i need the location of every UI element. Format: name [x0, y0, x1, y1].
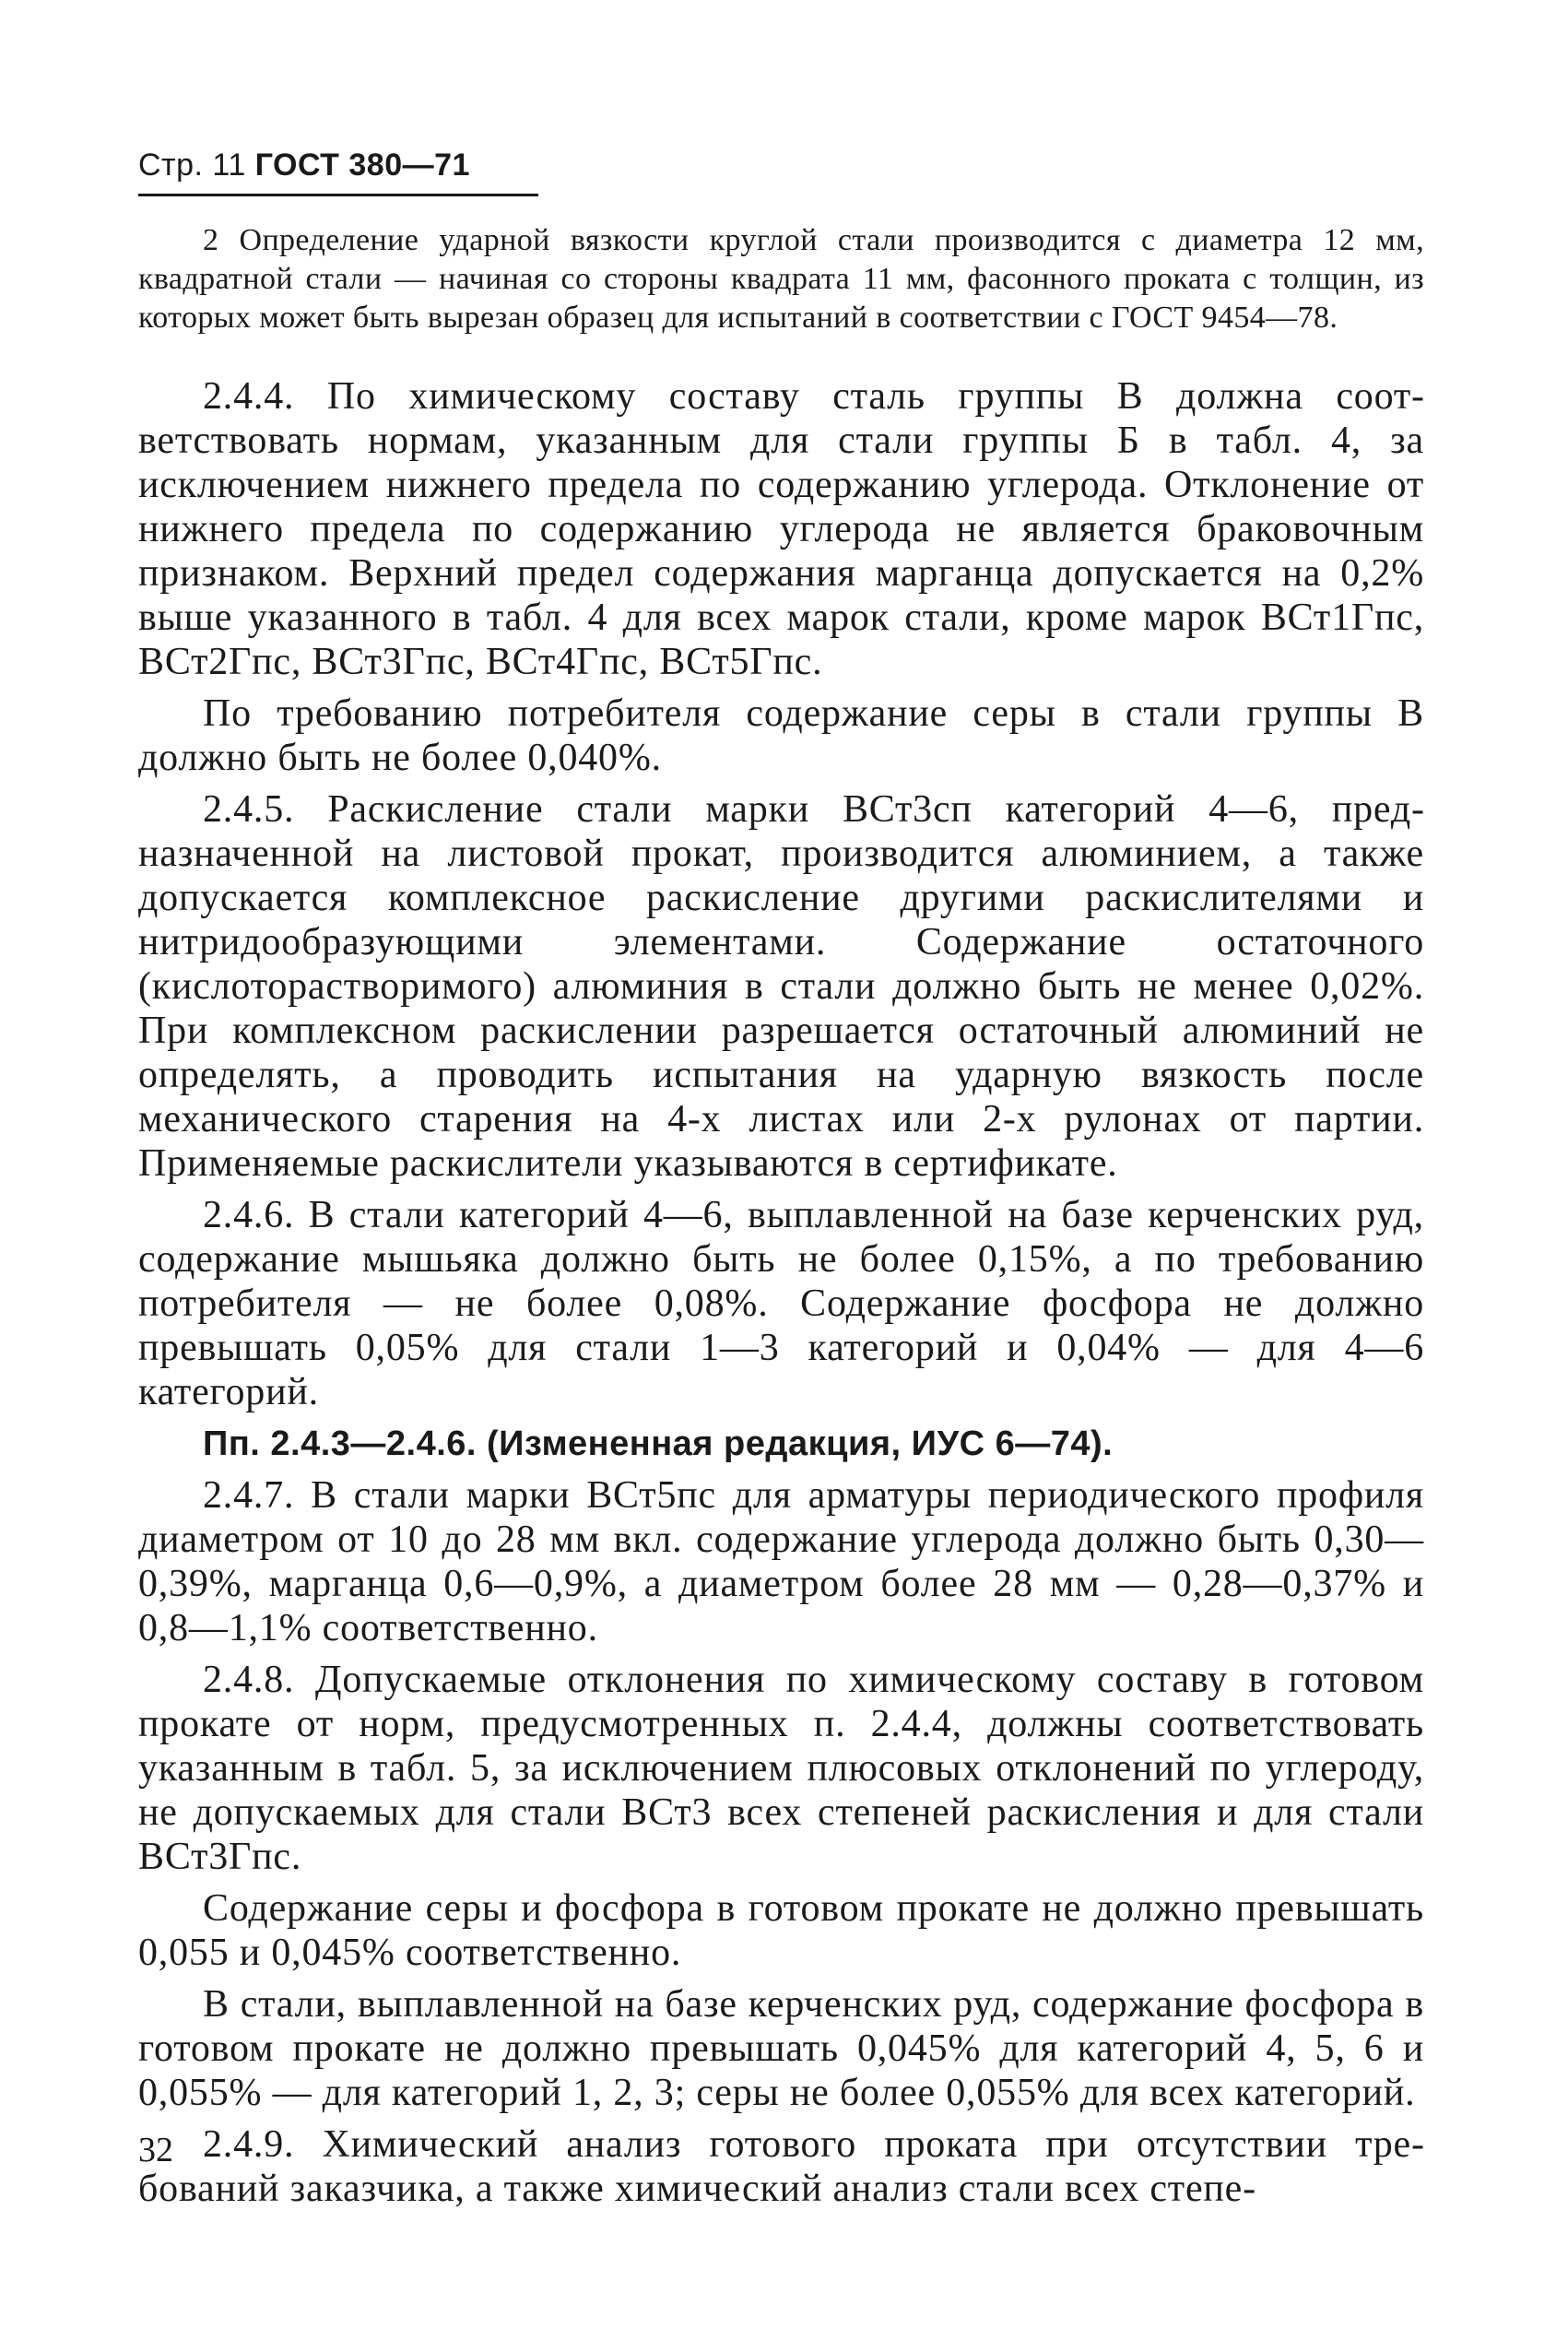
paragraph-2-4-9: 2.4.9. Химический анализ готового проката при отсутствии требований заказчика, а также химический анализ стали всех степе-: [138, 2123, 1424, 2210]
paragraph-2-4-4: 2.4.4. По химическому составу сталь группы В должна соответствовать нормам, указанным для стали группы Б в табл. 4, за исключением нижнего предела по содержанию углерода. Отклонение от нижнего предела по содержанию углерода не является браковочным признаком. Верхний предел содержания марганца допускается на 0,2% выше указанного в табл. 4 для всех марок стали, кроме марок ВСт1Гпс, ВСт2Гпс, ВСт3Гпс, ВСт4Гпс, ВСт5Гпс.: [138, 375, 1424, 683]
standard-number: ГОСТ 380—71: [254, 148, 470, 183]
paragraph-2-4-6: 2.4.6. В стали категорий 4—6, выплавленной на базе керченских руд, содержание мышьяка должно быть не более 0,15%, а по требованию потребителя — не более 0,08%. Содержание фосфора не должно превышать 0,05% для стали 1—3 категорий и 0,04% — для 4—6 категорий.: [138, 1194, 1424, 1413]
header-rule: [138, 194, 538, 196]
running-header: [138, 148, 470, 183]
paragraph-sulfur-phosphorus: Содержание серы и фосфора в готовом прокате не должно превышать 0,055 и 0,045% соответственно.: [138, 1887, 1424, 1974]
amendment-note: Пп. 2.4.3—2.4.6. (Измененная редакция, ИУС 6—74).: [203, 1424, 1114, 1463]
paragraph-sulfur-requirement: По требованию потребителя содержание серы в стали группы В должно быть не более 0,040%.: [138, 692, 1424, 779]
paragraph-2-4-5: 2.4.5. Раскисление стали марки ВСт3сп категорий 4—6, предназначенной на листовой прокат, производится алюминием, а также допускается комплексное раскисление другими раскислителями и нитридообразующими элементами. Содержание остаточного (кислоторастворимого) алюминия в стали должно быть не менее 0,02%. При комплексном раскислении разрешается остаточный алюминий не определять, а проводить испытания на ударную вязкость после механического старения на 4-х листах или 2-х рулонах от партии. Применяемые раскислители указываются в сертификате.: [138, 788, 1424, 1185]
paragraph-kerch-ores: В стали, выплавленной на базе керченских руд, содержание фосфора в готовом прокате не должно превышать 0,045% для категорий 4, 5, 6 и 0,055% — для категорий 1, 2, 3; серы не более 0,055% для всех категорий.: [138, 1983, 1424, 2114]
page-body: [138, 221, 1424, 2218]
paragraph-2-4-8: 2.4.8. Допускаемые отклонения по химическому составу в готовом прокате от норм, предусмотренных п. 2.4.4, должны соответствовать указанным в табл. 5, за исключением плюсовых отклонений по углероду, не допускаемых для стали ВСт3 всех степеней раскисления и для стали ВСт3Гпс.: [138, 1659, 1424, 1878]
footnote: 2 Определение ударной вязкости круглой стали производится с диаметра 12 мм, квадратной стали — начиная со стороны квадрата 11 мм, фасонного проката с толщин, из которых может быть вырезан образец для испытаний в соответствии с ГОСТ 9454—78.: [138, 223, 1424, 335]
page-label: Стр. 11: [138, 148, 246, 183]
page-number: 32: [138, 2131, 173, 2169]
paragraph-2-4-7: 2.4.7. В стали марки ВСт5пс для арматуры периодического профиля диаметром от 10 до 28 мм вкл. содержание углерода должно быть 0,30—0,39%, марганца 0,6—0,9%, а диаметром более 28 мм — 0,28—0,37% и 0,8—1,1% соответственно.: [138, 1474, 1424, 1649]
